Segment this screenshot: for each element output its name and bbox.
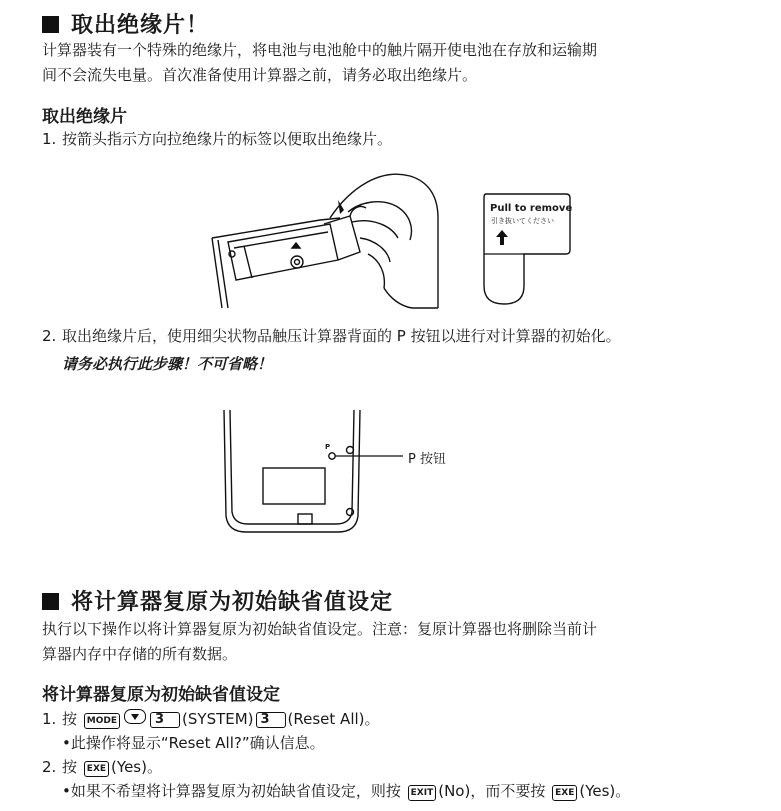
step-prefix: 按 bbox=[62, 758, 78, 776]
step-number: 2. bbox=[42, 758, 57, 776]
bullet-text: •如果不希望将计算器复原为初始缺省值设定，则按 bbox=[62, 782, 401, 800]
intro-line: 间不会流失电量。首次准备使用计算器之前，请务必取出绝缘片。 bbox=[42, 66, 478, 84]
reset-all-label: (Reset All)。 bbox=[287, 710, 380, 728]
exe-key-icon: EXE bbox=[84, 761, 109, 777]
system-label: (SYSTEM) bbox=[182, 710, 254, 728]
intro-line: 执行以下操作以将计算器复原为初始缺省值设定。注意：复原计算器也将删除当前计 bbox=[42, 620, 598, 638]
key-3-icon: 3 bbox=[256, 712, 286, 728]
section-title-text: 取出绝缘片！ bbox=[71, 13, 210, 38]
subtitle-reset: 将计算器复原为初始缺省值设定 bbox=[42, 685, 280, 705]
bullet-reset-confirm: •此操作将显示“Reset All?”确认信息。 bbox=[62, 734, 325, 752]
p-button-leader-line bbox=[335, 452, 405, 464]
down-arrow-key-icon bbox=[124, 709, 146, 724]
yes-label: (Yes)。 bbox=[579, 782, 631, 800]
step-number: 1. bbox=[42, 710, 57, 728]
p-button-label: P 按钮 bbox=[408, 452, 446, 467]
step-number: 2. bbox=[42, 327, 57, 345]
warning-text: 请务必执行此步骤！不可省略！ bbox=[62, 355, 273, 373]
step-text: 按箭头指示方向拉绝缘片的标签以便取出绝缘片。 bbox=[62, 130, 393, 148]
p-small-label: P bbox=[325, 443, 331, 451]
pull-insulator-illustration bbox=[200, 158, 440, 310]
exe-key-icon: EXE bbox=[552, 785, 577, 801]
yes-label: (Yes)。 bbox=[111, 758, 162, 776]
step-2-reset bbox=[42, 756, 162, 777]
square-bullet-icon bbox=[42, 16, 59, 33]
intro-paragraph-1 bbox=[42, 38, 597, 88]
mode-key-icon: MODE bbox=[84, 713, 120, 729]
bullet-cancel-reset bbox=[62, 780, 630, 801]
subtitle-remove-insulator: 取出绝缘片 bbox=[42, 107, 127, 127]
step-1-reset bbox=[42, 708, 380, 729]
pull-to-remove-sublabel: 引き抜いてください bbox=[491, 217, 554, 225]
section-title-reset bbox=[42, 585, 393, 616]
pull-to-remove-label: Pull to remove bbox=[490, 203, 573, 214]
intro-line: 算器内存中存储的所有数据。 bbox=[42, 645, 238, 663]
step-prefix: 按 bbox=[62, 710, 78, 728]
step-1-remove bbox=[42, 128, 392, 149]
intro-paragraph-2 bbox=[42, 617, 597, 667]
intro-line: 计算器装有一个特殊的绝缘片，将电池与电池舱中的触片隔开使电池在存放和运输期 bbox=[42, 41, 598, 59]
step-text: 取出绝缘片后，使用细尖状物品触压计算器背面的 P 按钮以进行对计算器的初始化。 bbox=[62, 327, 621, 345]
calculator-back-illustration bbox=[220, 408, 370, 540]
key-3-icon: 3 bbox=[150, 712, 180, 728]
section-title-text: 将计算器复原为初始缺省值设定 bbox=[71, 590, 394, 615]
section-title-remove-insulator bbox=[42, 8, 209, 39]
step-number: 1. bbox=[42, 130, 57, 148]
square-bullet-icon bbox=[42, 593, 59, 610]
no-label: (No)，而不要按 bbox=[438, 782, 546, 800]
exit-key-icon: EXIT bbox=[408, 785, 437, 801]
step-2-remove bbox=[42, 325, 621, 346]
